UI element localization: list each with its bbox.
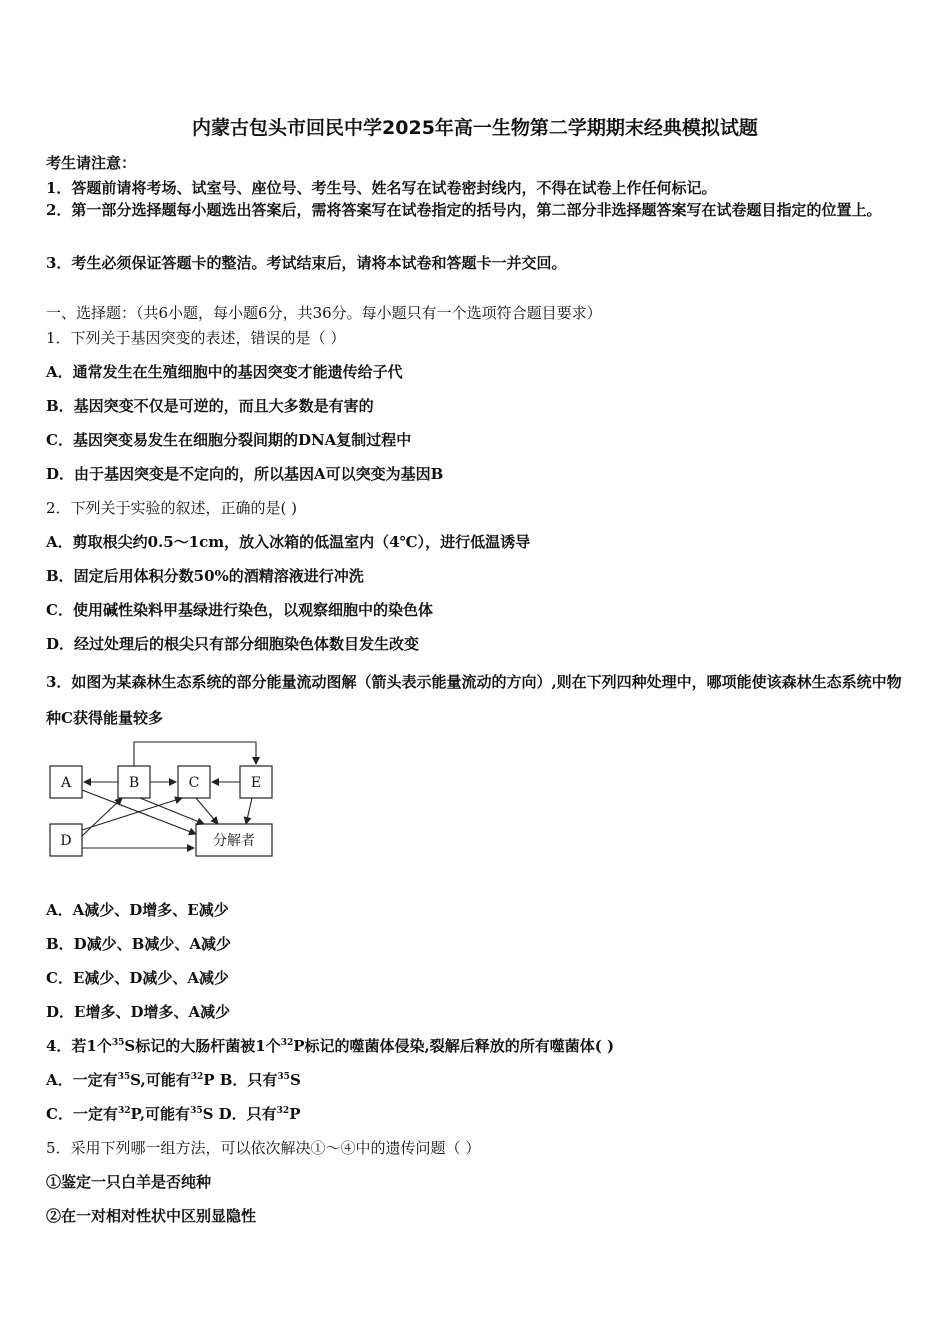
arrow-b-to-e — [134, 742, 256, 766]
notice-item-2: 2．第一部分选择题每小题选出答案后，需将答案写在试卷指定的括号内，第二部分非选择题答案写在试卷题目指定的位置上。 — [46, 201, 882, 219]
arrow-c-to-decomposer — [196, 798, 218, 824]
question-1-option-b: B．基因突变不仅是可逆的，而且大多数是有害的 — [46, 397, 374, 415]
question-5-item-2: ②在一对相对性状中区别显隐性 — [46, 1207, 257, 1225]
node-label-c: C — [188, 775, 200, 791]
question-1-option-d: D．由于基因突变是不定向的，所以基因A可以突变为基因B — [46, 465, 444, 483]
question-3-option-d: D．E增多、D增多、A减少 — [46, 1003, 231, 1021]
node-label-d: D — [60, 833, 72, 849]
question-2-stem: 2．下列关于实验的叙述，正确的是( ) — [46, 499, 298, 517]
question-5-item-1: ①鉴定一只白羊是否纯种 — [46, 1173, 212, 1191]
node-label-b: B — [128, 775, 140, 791]
question-1-option-a: A．通常发生在生殖细胞中的基因突变才能遗传给子代 — [46, 363, 403, 381]
question-3-option-c: C．E减少、D减少、A减少 — [46, 969, 230, 987]
question-4-options-ab: A．一定有$^{35}$S,可能有$^{32}$P B．只有$^{35}$S — [46, 1071, 301, 1089]
notice-item-1: 1．答题前请将考场、试室号、座位号、考生号、姓名写在试卷密封线内，不得在试卷上作任何标记。 — [46, 179, 717, 197]
question-3-stem: 3．如图为某森林生态系统的部分能量流动图解（箭头表示能量流动的方向）,则在下列四种处理中，哪项能使该森林生态系统中物种C获得能量较多 — [46, 673, 902, 727]
question-2-option-b: B．固定后用体积分数50%的酒精溶液进行冲洗 — [46, 567, 364, 585]
question-2-option-d: D．经过处理后的根尖只有部分细胞染色体数目发生改变 — [46, 635, 420, 653]
notice-item-3: 3．考生必须保证答题卡的整洁。考试结束后，请将本试卷和答题卡一并交回。 — [46, 254, 567, 272]
node-label-e: E — [250, 775, 262, 791]
page-title: 内蒙古包头市回民中学2025年高一生物第二学期期末经典模拟试题 — [192, 117, 758, 139]
arrow-d-to-c — [82, 798, 182, 830]
question-4-options-cd: C．一定有$^{32}$P,可能有$^{35}$S D．只有$^{32}$P — [46, 1105, 301, 1123]
question-3-option-a: A．A减少、D增多、E减少 — [46, 901, 229, 919]
node-label-a: A — [60, 775, 72, 791]
node-label-decomposer: 分解者 — [213, 833, 255, 849]
energy-flow-diagram — [46, 738, 274, 862]
section-heading: 一、选择题：（共6小题，每小题6分，共36分。每小题只有一个选项符合题目要求） — [46, 304, 602, 322]
question-5-stem: 5．采用下列哪一组方法，可以依次解决①～④中的遗传问题（ ） — [46, 1139, 481, 1157]
arrow-e-to-decomposer — [246, 798, 252, 824]
notice-heading: 考生请注意： — [46, 154, 137, 172]
question-2-option-c: C．使用碱性染料甲基绿进行染色，以观察细胞中的染色体 — [46, 601, 433, 619]
question-1-stem: 1．下列关于基因突变的表述，错误的是（ ） — [46, 329, 346, 347]
question-3-option-b: B．D减少、B减少、A减少 — [46, 935, 232, 953]
question-4-stem: 4．若1个$^{35}$S标记的大肠杆菌被1个$^{32}$P标记的噬菌体侵染,裂解后释放的所有噬菌体( ) — [46, 1037, 615, 1055]
question-1-option-c: C．基因突变易发生在细胞分裂间期的DNA复制过程中 — [46, 431, 412, 449]
question-2-option-a: A．剪取根尖约0.5～1cm，放入冰箱的低温室内（4℃），进行低温诱导 — [46, 533, 531, 551]
arrow-b-to-decomposer — [140, 798, 204, 824]
